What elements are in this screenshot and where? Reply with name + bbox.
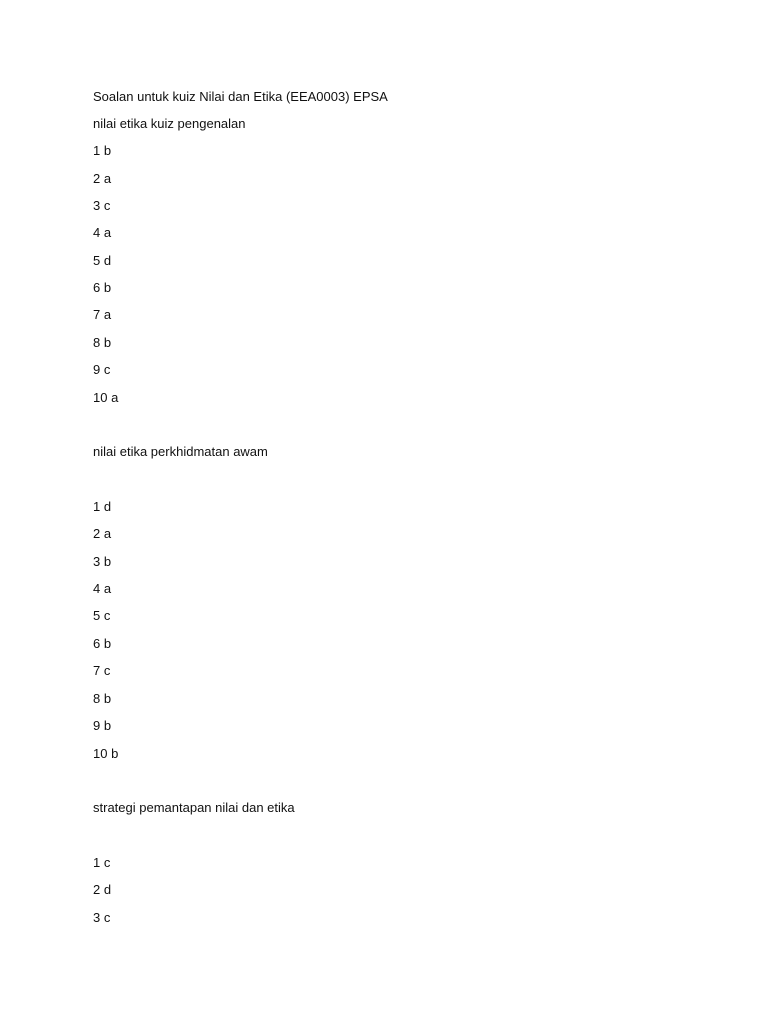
answer-line: 6 b	[93, 280, 112, 295]
answer-line: 2 a	[93, 526, 112, 541]
answer-line: 2 a	[93, 171, 112, 186]
answer-line: 7 a	[93, 307, 112, 322]
answer-line: 2 d	[93, 882, 112, 897]
section-heading-strategi-pemantapan: strategi pemantapan nilai dan etika	[93, 800, 295, 815]
answer-line: 5 c	[93, 608, 111, 623]
answer-line: 10 a	[93, 390, 119, 405]
answer-line: 3 b	[93, 554, 112, 569]
section-heading-perkhidmatan-awam: nilai etika perkhidmatan awam	[93, 444, 268, 459]
answer-line: 8 b	[93, 335, 112, 350]
answer-line: 3 c	[93, 910, 111, 925]
answer-line: 9 b	[93, 718, 112, 733]
answer-line: 1 b	[93, 143, 112, 158]
answer-line: 7 c	[93, 663, 111, 678]
answer-line: 6 b	[93, 636, 112, 651]
answer-line: 3 c	[93, 198, 111, 213]
answer-line: 10 b	[93, 746, 119, 761]
document-title: Soalan untuk kuiz Nilai dan Etika (EEA0003) EPSA	[93, 89, 388, 104]
answer-line: 9 c	[93, 362, 111, 377]
answer-line: 1 d	[93, 499, 112, 514]
answer-line: 5 d	[93, 253, 112, 268]
answer-line: 4 a	[93, 225, 112, 240]
answer-line: 4 a	[93, 581, 112, 596]
section-heading-pengenalan: nilai etika kuiz pengenalan	[93, 116, 246, 131]
answer-line: 1 c	[93, 855, 111, 870]
answer-line: 8 b	[93, 691, 112, 706]
